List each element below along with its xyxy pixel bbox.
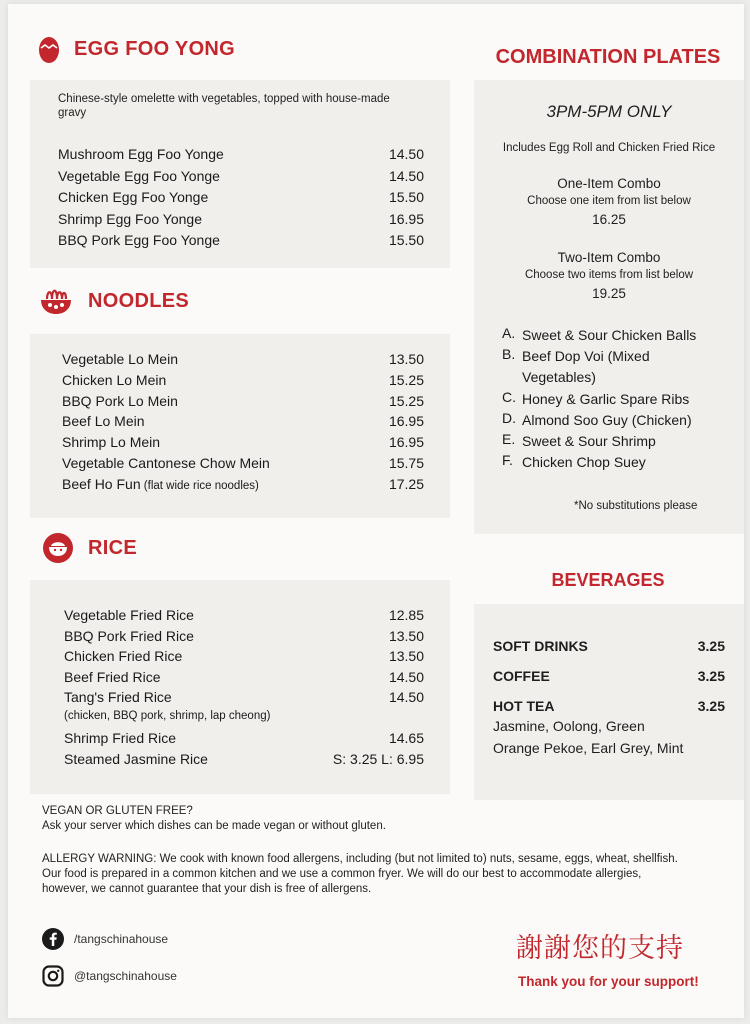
beverages-title: BEVERAGES (551, 570, 665, 590)
rice-item-row (64, 648, 424, 664)
one-item-combo-name: One-Item Combo (557, 176, 661, 191)
egg-foo-yong-item-price: 14.50 (388, 167, 424, 184)
noodle-item-name: Shrimp Lo Mein (62, 434, 161, 451)
instagram-handle: @tangschinahouse (74, 969, 177, 983)
rice-item-name: Beef Fried Rice (64, 668, 161, 685)
beverage-row (493, 638, 725, 654)
rice-item-row (64, 751, 424, 767)
thanks-chinese: 謝謝您的支持 (516, 933, 684, 964)
egg-foo-yong-item-row (58, 168, 424, 184)
rice-item-price: 14.65 (388, 730, 424, 746)
rice-bowl-icon (42, 532, 74, 564)
beverage-name: COFFEE (493, 668, 550, 684)
noodle-item-name: Chicken Lo Mein (62, 371, 167, 388)
facebook-icon (42, 928, 64, 950)
one-item-combo-desc: Choose one item from list below (527, 195, 691, 207)
combo-option (502, 389, 718, 410)
noodle-item-row (62, 476, 424, 492)
noodle-item-row (62, 413, 424, 429)
egg-icon (38, 34, 60, 64)
egg-foo-yong-item-name: Shrimp Egg Foo Yonge (58, 210, 202, 227)
combo-option (502, 346, 718, 388)
rice-item-name: Tang's Fried Rice (64, 689, 172, 705)
tea-varieties-line2: Orange Pekoe, Earl Grey, Mint (493, 740, 684, 756)
beverage-price: 3.25 (697, 668, 725, 684)
beverage-name: HOT TEA (493, 698, 555, 714)
combination-plates-title: COMBINATION PLATES (495, 46, 721, 68)
rice-item-name: Shrimp Fried Rice (64, 730, 177, 746)
beverage-row (493, 668, 725, 684)
instagram-icon (42, 965, 64, 987)
facebook-link[interactable] (42, 928, 168, 950)
facebook-handle: /tangschinahouse (74, 932, 169, 946)
vegan-gluten-free-title: VEGAN OR GLUTEN FREE? (42, 805, 193, 817)
noodle-item-name: Beef Ho Fun (flat wide rice noodles) (62, 475, 259, 492)
noodle-item-price: 13.50 (388, 351, 424, 367)
egg-foo-yong-item-row (58, 146, 424, 162)
noodle-item-price: 15.25 (388, 371, 424, 388)
noodle-item-name: Vegetable Lo Mein (62, 351, 178, 367)
egg-foo-yong-item-price: 15.50 (388, 232, 424, 248)
egg-foo-yong-title: EGG FOO YONG (74, 37, 236, 60)
rice-item-name: Steamed Jasmine Rice (64, 750, 208, 767)
noodle-item-row (62, 351, 424, 367)
rice-item-price: S: 3.25 L: 6.95 (332, 750, 424, 767)
rice-item-name: (chicken, BBQ pork, shrimp, lap cheong) (64, 709, 271, 722)
rice-item-price: 14.50 (388, 668, 424, 685)
no-substitutions-note: *No substitutions please (574, 500, 698, 512)
combo-option-text: Beef Dop Voi (Mixed Vegetables) (522, 348, 650, 385)
combo-option (502, 410, 718, 431)
egg-foo-yong-item-price: 15.50 (388, 189, 424, 205)
allergy-warning-line2: Our food is prepared in a common kitchen and we use a common fryer. We will do our best to accommodate allergies, (42, 868, 642, 880)
combo-option (502, 452, 718, 473)
noodle-item-price: 15.25 (388, 392, 424, 409)
rice-title: RICE (88, 536, 137, 559)
rice-item-row (64, 710, 424, 722)
beverage-price: 3.25 (697, 638, 725, 654)
noodle-item-price: 16.95 (388, 434, 424, 451)
combo-option (502, 431, 718, 452)
egg-foo-yong-item-name: Vegetable Egg Foo Yonge (58, 167, 220, 184)
combo-option-text: Sweet & Sour Shrimp (522, 433, 656, 449)
thanks-english: Thank you for your support! (518, 974, 699, 989)
combo-option-letter: D. (502, 410, 516, 426)
egg-foo-yong-item-row (58, 232, 424, 248)
combo-option (502, 325, 718, 346)
one-item-combo-price: 16.25 (592, 212, 626, 227)
egg-foo-yong-description: Chinese-style omelette with vegetables, topped with house-made gravy (58, 93, 390, 119)
egg-foo-yong-item-price: 16.95 (388, 210, 424, 227)
noodle-item-row (62, 393, 424, 409)
egg-foo-yong-item-name: Chicken Egg Foo Yonge (58, 189, 209, 205)
noodle-item-row (62, 434, 424, 450)
two-item-combo-price: 19.25 (592, 286, 626, 301)
noodle-item-price: 16.95 (388, 413, 424, 430)
menu-page (8, 4, 744, 1018)
instagram-link[interactable] (42, 965, 177, 987)
combination-includes: Includes Egg Roll and Chicken Fried Rice (502, 142, 716, 154)
rice-heading (42, 532, 137, 564)
beverage-price: 3.25 (697, 698, 725, 714)
combo-option-text: Sweet & Sour Chicken Balls (522, 327, 697, 343)
rice-item-price: 13.50 (388, 648, 424, 664)
combo-option-letter: E. (502, 431, 516, 447)
two-item-combo-name: Two-Item Combo (557, 250, 661, 265)
egg-foo-yong-heading (38, 34, 235, 64)
noodles-heading (38, 286, 189, 316)
noodle-item-name: Vegetable Cantonese Chow Mein (62, 455, 270, 471)
rice-item-name: Vegetable Fried Rice (64, 607, 194, 623)
egg-foo-yong-item-row (58, 189, 424, 205)
noodle-item-price: 15.75 (388, 455, 424, 471)
noodle-bowl-icon (38, 286, 74, 316)
combo-option-letter: A. (502, 325, 516, 341)
noodle-item-name: BBQ Pork Lo Mein (62, 392, 178, 409)
combination-hours: 3PM-5PM ONLY (546, 102, 672, 121)
egg-foo-yong-item-price: 14.50 (388, 146, 424, 162)
noodle-item-note: (flat wide rice noodles) (140, 479, 259, 492)
rice-item-row (64, 730, 424, 746)
combo-option-letter: B. (502, 346, 516, 362)
combo-option-text: Almond Soo Guy (Chicken) (522, 412, 692, 428)
noodle-item-row (62, 455, 424, 471)
combo-option-text: Chicken Chop Suey (522, 454, 646, 470)
combo-option-text: Honey & Garlic Spare Ribs (522, 391, 690, 407)
rice-item-price: 12.85 (388, 607, 424, 623)
beverage-row (493, 698, 725, 714)
egg-foo-yong-item-name: Mushroom Egg Foo Yonge (58, 146, 224, 162)
allergy-warning-line3: however, we cannot guarantee that your dish is free of allergens. (42, 883, 372, 895)
rice-item-row (64, 607, 424, 623)
allergy-warning-line1: ALLERGY WARNING: We cook with known food allergens, including (but not limited to) nuts, sesame, eggs, wheat, shellfish. (42, 853, 678, 865)
egg-foo-yong-item-row (58, 211, 424, 227)
noodles-title: NOODLES (88, 289, 189, 312)
noodle-item-name: Beef Lo Mein (62, 413, 145, 430)
rice-item-row (64, 689, 424, 705)
rice-item-row (64, 669, 424, 685)
beverage-name: SOFT DRINKS (493, 638, 588, 654)
two-item-combo-desc: Choose two items from list below (524, 269, 694, 281)
vegan-gluten-free-text: Ask your server which dishes can be made vegan or without gluten. (42, 820, 386, 832)
tea-varieties-line1: Jasmine, Oolong, Green (493, 718, 645, 734)
noodle-item-price: 17.25 (388, 475, 424, 492)
noodle-item-row (62, 372, 424, 388)
rice-item-price: 14.50 (388, 689, 424, 705)
combo-option-letter: F. (502, 452, 513, 468)
rice-item-name: Chicken Fried Rice (64, 648, 183, 664)
rice-item-name: BBQ Pork Fried Rice (64, 627, 194, 644)
rice-item-row (64, 628, 424, 644)
rice-item-price: 13.50 (388, 627, 424, 644)
combo-option-letter: C. (502, 389, 516, 405)
egg-foo-yong-item-name: BBQ Pork Egg Foo Yonge (58, 232, 220, 248)
